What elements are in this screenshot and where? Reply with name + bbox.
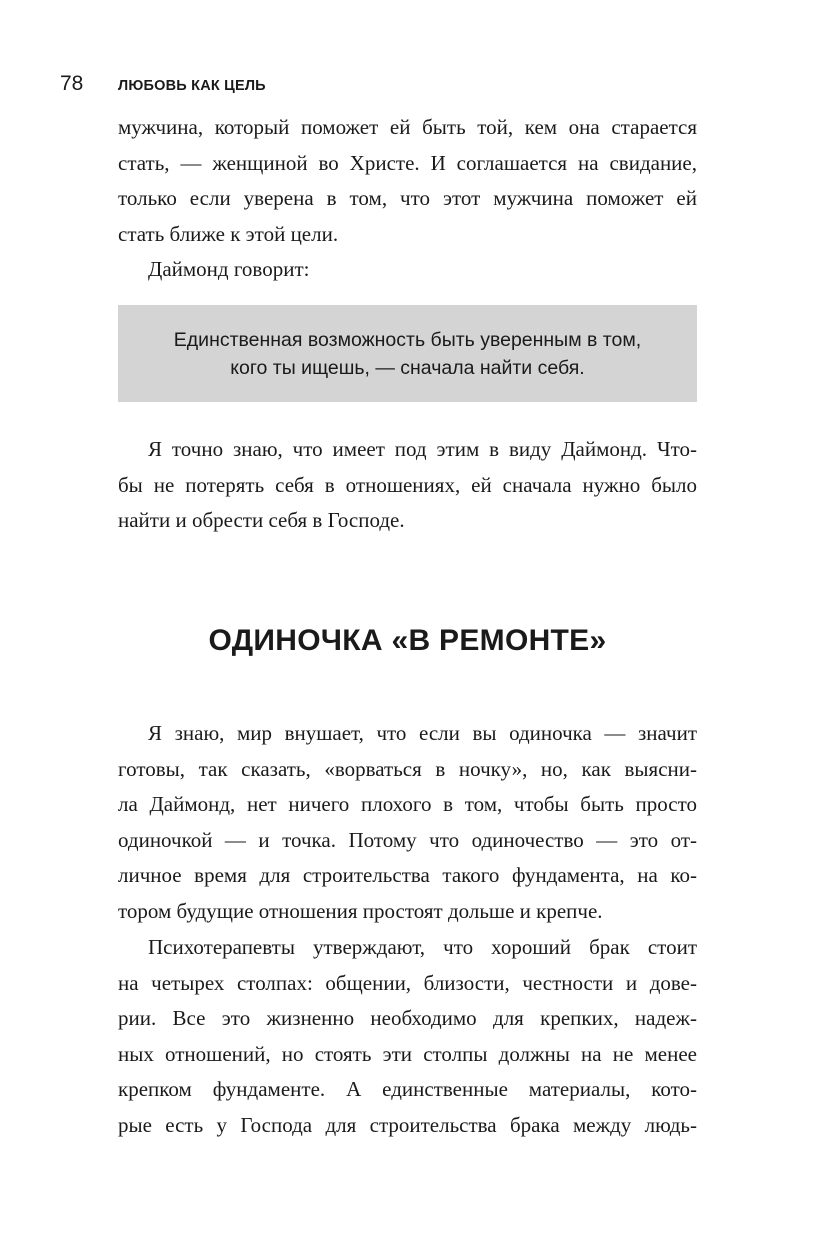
book-title: ЛЮБОВЬ КАК ЦЕЛЬ bbox=[118, 78, 266, 94]
paragraph-i-know bbox=[118, 432, 697, 539]
text-line: личное время для строительства такого фундамента, на ко- bbox=[118, 863, 697, 887]
paragraph-diamond-says bbox=[118, 252, 697, 288]
text-line: готовы, так сказать, «ворваться в ночку», но, как выясни- bbox=[118, 756, 697, 781]
text-line: мужчина, который поможет ей быть той, кем она старается bbox=[118, 115, 697, 139]
running-head bbox=[60, 72, 266, 102]
text-line: найти и обрести себя в Господе. bbox=[118, 508, 405, 532]
quote-box bbox=[118, 305, 697, 402]
text-line: ных отношений, но стоять эти столпы должны на не менее bbox=[118, 1041, 697, 1066]
text-line: Психотерапевты утверждают, что хороший брак стоит bbox=[148, 935, 697, 959]
quote-line: кого ты ищешь, — сначала найти себя. bbox=[230, 356, 585, 379]
text-line: ла Даймонд, нет ничего плохого в том, чтобы быть просто bbox=[118, 792, 697, 816]
text-line: только если уверена в том, что этот мужчина поможет ей bbox=[118, 186, 697, 210]
page-number: 78 bbox=[60, 72, 84, 95]
paragraph-psychotherapists bbox=[118, 930, 697, 1143]
text-line: крепком фундаменте. А единственные материалы, кото- bbox=[118, 1077, 697, 1101]
text-line: Я точно знаю, что имеет под этим в виду Даймонд. Что- bbox=[148, 437, 697, 461]
text-line: рые есть у Господа для строительства брака между людь- bbox=[118, 1112, 697, 1137]
quote-line: Единственная возможность быть уверенным в том, bbox=[173, 328, 642, 351]
section-heading: ОДИНОЧКА «В РЕМОНТЕ» bbox=[208, 624, 607, 657]
text-line: бы не потерять себя в отношениях, ей сначала нужно было bbox=[118, 472, 697, 497]
paragraph-world-suggests bbox=[118, 716, 697, 929]
paragraph-continuation bbox=[118, 110, 697, 252]
text-line: стать, — женщиной во Христе. И соглашается на свидание, bbox=[118, 150, 697, 175]
text-line: рии. Все это жизненно необходимо для крепких, надеж- bbox=[118, 1006, 697, 1030]
text-line: одиночкой — и точка. Потому что одиночество — это от- bbox=[118, 827, 697, 852]
text-line: на четырех столпах: общении, близости, честности и дове- bbox=[118, 970, 697, 995]
text-line: Я знаю, мир внушает, что если вы одиночка — значит bbox=[148, 721, 697, 745]
text-line: Даймонд говорит: bbox=[148, 257, 310, 281]
text-line: стать ближе к этой цели. bbox=[118, 221, 339, 246]
text-line: тором будущие отношения простоят дольше и крепче. bbox=[118, 898, 603, 923]
